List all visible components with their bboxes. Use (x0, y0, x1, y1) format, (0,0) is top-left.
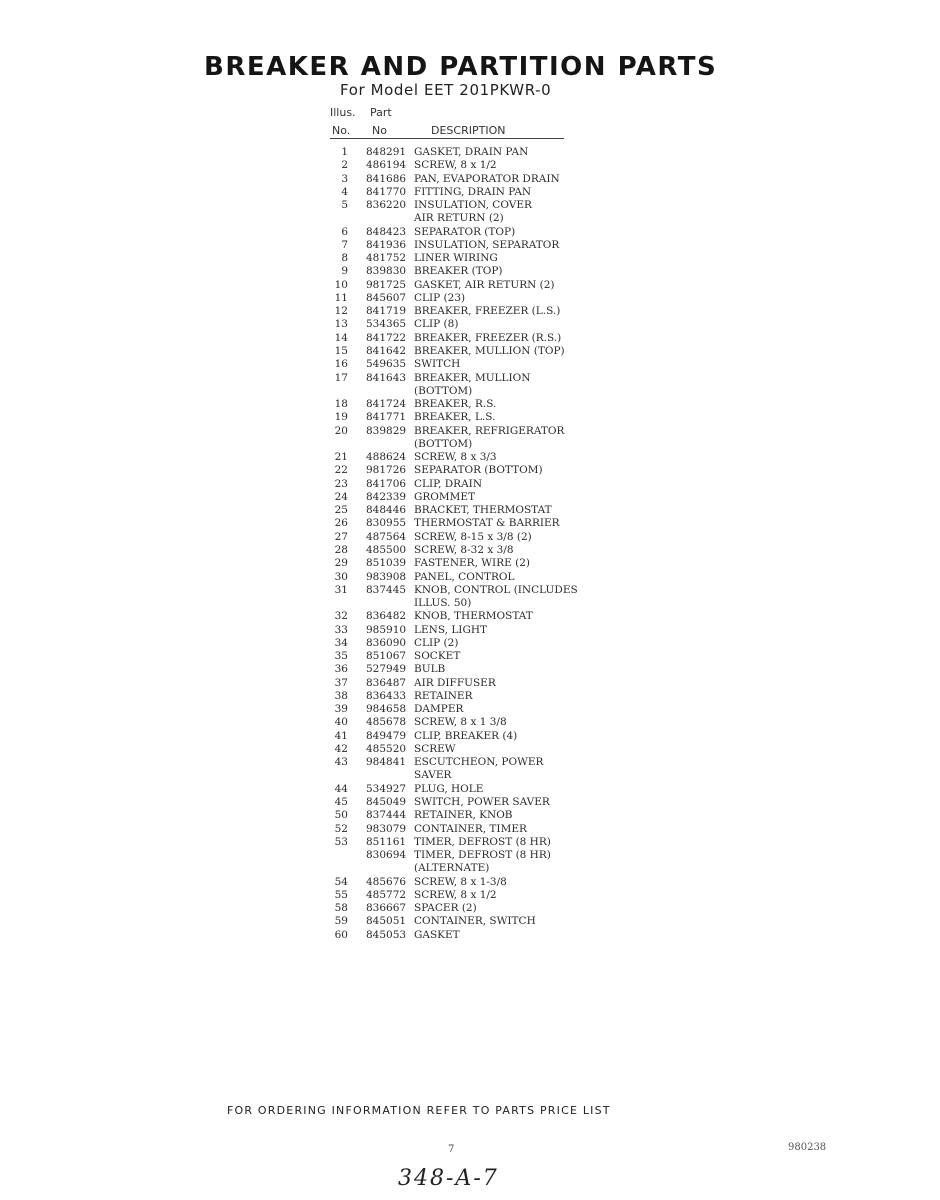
illus-number: 35 (334, 650, 348, 663)
parts-list (0, 146, 940, 942)
illus-number: 13 (334, 318, 348, 331)
table-row (0, 239, 940, 252)
part-number: 841642 (366, 344, 407, 357)
part-number: 851039 (366, 557, 407, 570)
part-number: 841771 (366, 411, 407, 424)
table-row (0, 703, 940, 716)
part-number: 845051 (366, 915, 407, 928)
part-description: GROMMET (414, 490, 476, 503)
part-number: 837445 (366, 583, 407, 596)
part-number: 845049 (366, 796, 407, 809)
table-row (0, 385, 940, 398)
table-row (0, 464, 940, 477)
part-description: SWITCH (414, 358, 461, 371)
part-number: 839829 (366, 424, 407, 437)
illus-number: 60 (334, 928, 348, 941)
illus-number: 2 (341, 159, 348, 172)
part-description: (BOTTOM) (414, 437, 473, 450)
part-description: INSULATION, SEPARATOR (414, 238, 560, 251)
table-row (0, 146, 940, 159)
model-subtitle: For Model EET 201PKWR-0 (340, 81, 552, 99)
table-row (0, 358, 940, 371)
table-row (0, 743, 940, 756)
part-description: BREAKER, L.S. (414, 411, 496, 424)
part-number: 985910 (366, 623, 407, 636)
part-description: LINER WIRING (414, 252, 498, 265)
part-description: AIR DIFFUSER (414, 676, 496, 689)
table-row (0, 584, 940, 597)
part-description: SCREW, 8-15 x 3/8 (2) (414, 530, 532, 543)
table-row (0, 637, 940, 650)
part-description: DAMPER (414, 703, 464, 716)
illus-number: 59 (334, 915, 348, 928)
table-row (0, 876, 940, 889)
part-number: 485772 (366, 888, 407, 901)
illus-number: 8 (341, 252, 348, 265)
table-row (0, 504, 940, 517)
table-row (0, 159, 940, 172)
part-number: 836220 (366, 199, 407, 212)
part-number: 981725 (366, 278, 407, 291)
illus-number: 34 (334, 636, 348, 649)
table-row (0, 849, 940, 862)
table-row (0, 769, 940, 782)
table-row (0, 292, 940, 305)
part-description: ILLUS. 50) (414, 597, 472, 610)
table-row (0, 624, 940, 637)
part-description: BREAKER, FREEZER (L.S.) (414, 305, 561, 318)
table-row (0, 862, 940, 875)
part-number: 848291 (366, 146, 407, 158)
part-description: SCREW, 8 x 1 3/8 (414, 716, 507, 729)
illus-number: 14 (334, 331, 348, 344)
part-description: KNOB, CONTROL (INCLUDES (414, 583, 578, 596)
table-row (0, 279, 940, 292)
table-row (0, 796, 940, 809)
part-number: 848446 (366, 504, 407, 517)
part-description: SOCKET (414, 650, 461, 663)
header-divider (330, 138, 564, 139)
illus-number: 30 (334, 570, 348, 583)
part-number: 841719 (366, 305, 407, 318)
part-description: FASTENER, WIRE (2) (414, 557, 530, 570)
part-number: 841724 (366, 398, 407, 411)
table-row (0, 531, 940, 544)
table-row (0, 345, 940, 358)
part-number: 984841 (366, 756, 407, 769)
table-row (0, 756, 940, 769)
illus-number: 44 (334, 782, 348, 795)
part-number: 485676 (366, 875, 407, 888)
part-number: 534927 (366, 782, 407, 795)
part-description: BREAKER, MULLION (TOP) (414, 344, 565, 357)
part-number: 837444 (366, 809, 407, 822)
part-number: 836667 (366, 902, 407, 915)
illus-number: 17 (334, 371, 348, 384)
part-description: CONTAINER, SWITCH (414, 915, 536, 928)
part-description: GASKET, DRAIN PAN (414, 146, 529, 158)
part-description: PANEL, CONTROL (414, 570, 515, 583)
part-description: CLIP (23) (414, 291, 466, 304)
ordering-footer: FOR ORDERING INFORMATION REFER TO PARTS PRICE LIST (227, 1104, 611, 1117)
table-row (0, 199, 940, 212)
table-row (0, 663, 940, 676)
header-illus: Illus. (330, 106, 356, 119)
part-number: 534365 (366, 318, 407, 331)
illus-number: 33 (334, 623, 348, 636)
illus-number: 40 (334, 716, 348, 729)
part-number: 841722 (366, 331, 407, 344)
part-description: SAVER (414, 769, 452, 782)
part-description: BREAKER, FREEZER (R.S.) (414, 331, 562, 344)
illus-number: 36 (334, 663, 348, 676)
illus-number: 37 (334, 676, 348, 689)
part-number: 486194 (366, 159, 407, 172)
part-number: 841936 (366, 238, 407, 251)
part-number: 839830 (366, 265, 407, 278)
part-description: RETAINER (414, 689, 473, 702)
part-description: SCREW, 8 x 1/2 (414, 159, 497, 172)
part-number: 485678 (366, 716, 407, 729)
illus-number: 18 (334, 398, 348, 411)
table-row (0, 610, 940, 623)
part-description: TIMER, DEFROST (8 HR) (414, 849, 551, 862)
illus-number: 27 (334, 530, 348, 543)
part-number: 983908 (366, 570, 407, 583)
illus-number: 15 (334, 344, 348, 357)
part-description: SEPARATOR (BOTTOM) (414, 464, 543, 477)
part-description: CLIP, DRAIN (414, 477, 483, 490)
part-description: SCREW, 8 x 3/3 (414, 451, 497, 464)
table-row (0, 478, 940, 491)
header-description: DESCRIPTION (431, 124, 506, 137)
part-description: LENS, LIGHT (414, 623, 487, 636)
part-description: (BOTTOM) (414, 384, 473, 397)
illus-number: 53 (334, 835, 348, 848)
table-row (0, 265, 940, 278)
part-description: SWITCH, POWER SAVER (414, 796, 550, 809)
illus-number: 32 (334, 610, 348, 623)
illus-number: 25 (334, 504, 348, 517)
part-description: BREAKER, R.S. (414, 398, 497, 411)
table-row (0, 411, 940, 424)
table-row (0, 491, 940, 504)
illus-number: 10 (334, 278, 348, 291)
part-number: 984658 (366, 703, 407, 716)
table-row (0, 451, 940, 464)
table-row (0, 438, 940, 451)
part-number: 481752 (366, 252, 407, 265)
illus-number: 16 (334, 358, 348, 371)
illus-number: 21 (334, 451, 348, 464)
table-row (0, 571, 940, 584)
part-description: TIMER, DEFROST (8 HR) (414, 835, 551, 848)
table-row (0, 889, 940, 902)
illus-number: 54 (334, 875, 348, 888)
part-number: 841706 (366, 477, 407, 490)
document-code: 980238 (788, 1142, 827, 1153)
part-description: (ALTERNATE) (414, 862, 490, 875)
table-row (0, 650, 940, 663)
part-description: BREAKER, MULLION (414, 371, 531, 384)
illus-number: 43 (334, 756, 348, 769)
illus-number: 26 (334, 517, 348, 530)
part-description: BREAKER, REFRIGERATOR (414, 424, 565, 437)
part-number: 845053 (366, 928, 407, 941)
table-row (0, 173, 940, 186)
illus-number: 29 (334, 557, 348, 570)
part-description: CLIP, BREAKER (4) (414, 729, 518, 742)
table-row (0, 425, 940, 438)
table-row (0, 398, 940, 411)
table-row (0, 226, 940, 239)
part-description: BULB (414, 663, 446, 676)
header-part: Part (370, 106, 392, 119)
table-row (0, 252, 940, 265)
part-description: AIR RETURN (2) (414, 212, 504, 225)
header-part-no: No (372, 124, 387, 137)
illus-number: 45 (334, 796, 348, 809)
illus-number: 38 (334, 689, 348, 702)
illus-number: 22 (334, 464, 348, 477)
table-row (0, 929, 940, 942)
illus-number: 9 (341, 265, 348, 278)
part-description: CLIP (2) (414, 636, 459, 649)
part-number: 842339 (366, 490, 407, 503)
illus-number: 50 (334, 809, 348, 822)
part-number: 830955 (366, 517, 407, 530)
part-description: BREAKER (TOP) (414, 265, 503, 278)
illus-number: 6 (341, 225, 348, 238)
table-row (0, 517, 940, 530)
part-description: BRACKET, THERMOSTAT (414, 504, 552, 517)
illus-number: 4 (341, 185, 348, 198)
illus-number: 24 (334, 490, 348, 503)
part-number: 841770 (366, 185, 407, 198)
part-description: GASKET (414, 928, 460, 941)
table-row (0, 332, 940, 345)
part-description: ESCUTCHEON, POWER (414, 756, 544, 769)
part-description: PLUG, HOLE (414, 782, 484, 795)
part-description: SPACER (2) (414, 902, 477, 915)
part-number: 485520 (366, 742, 407, 755)
part-description: RETAINER, KNOB (414, 809, 513, 822)
part-number: 485500 (366, 543, 407, 556)
part-number: 836482 (366, 610, 407, 623)
part-number: 549635 (366, 358, 407, 371)
part-description: SEPARATOR (TOP) (414, 225, 516, 238)
handwritten-code: 348-A-7 (398, 1166, 499, 1191)
table-row (0, 823, 940, 836)
part-number: 830694 (366, 849, 407, 862)
illus-number: 41 (334, 729, 348, 742)
part-number: 848423 (366, 225, 407, 238)
part-description: INSULATION, COVER (414, 199, 532, 212)
part-description: CLIP (8) (414, 318, 459, 331)
part-number: 849479 (366, 729, 407, 742)
table-row (0, 544, 940, 557)
part-number: 527949 (366, 663, 407, 676)
header-illus-no: No. (332, 124, 351, 137)
illus-number: 55 (334, 888, 348, 901)
table-row (0, 318, 940, 331)
illus-number: 39 (334, 703, 348, 716)
part-description: SCREW, 8 x 1/2 (414, 888, 497, 901)
table-row (0, 730, 940, 743)
table-row (0, 915, 940, 928)
illus-number: 5 (341, 199, 348, 212)
illus-number: 28 (334, 543, 348, 556)
illus-number: 3 (341, 172, 348, 185)
page-title: BREAKER AND PARTITION PARTS (204, 52, 718, 82)
part-description: SCREW (414, 742, 456, 755)
table-row (0, 557, 940, 570)
illus-number: 52 (334, 822, 348, 835)
part-number: 845607 (366, 291, 407, 304)
part-number: 983079 (366, 822, 407, 835)
table-row (0, 716, 940, 729)
part-number: 851161 (366, 835, 407, 848)
illus-number: 31 (334, 583, 348, 596)
table-row (0, 186, 940, 199)
illus-number: 42 (334, 742, 348, 755)
table-row (0, 783, 940, 796)
part-description: KNOB, THERMOSTAT (414, 610, 533, 623)
table-row (0, 836, 940, 849)
part-number: 841686 (366, 172, 407, 185)
table-row (0, 372, 940, 385)
part-number: 836433 (366, 689, 407, 702)
part-number: 836487 (366, 676, 407, 689)
part-description: GASKET, AIR RETURN (2) (414, 278, 555, 291)
illus-number: 19 (334, 411, 348, 424)
part-description: CONTAINER, TIMER (414, 822, 527, 835)
part-number: 841643 (366, 371, 407, 384)
part-description: SCREW, 8 x 1-3/8 (414, 875, 507, 888)
illus-number: 7 (341, 238, 348, 251)
table-row (0, 597, 940, 610)
table-row (0, 690, 940, 703)
part-description: THERMOSTAT & BARRIER (414, 517, 560, 530)
illus-number: 20 (334, 424, 348, 437)
part-description: PAN, EVAPORATOR DRAIN (414, 172, 560, 185)
illus-number: 11 (334, 291, 348, 304)
illus-number: 23 (334, 477, 348, 490)
part-number: 981726 (366, 464, 407, 477)
part-description: FITTING, DRAIN PAN (414, 185, 532, 198)
part-number: 851067 (366, 650, 407, 663)
table-row (0, 677, 940, 690)
table-row (0, 809, 940, 822)
illus-number: 1 (341, 146, 348, 158)
part-number: 487564 (366, 530, 407, 543)
page-number: 7 (448, 1144, 455, 1155)
illus-number: 12 (334, 305, 348, 318)
table-row (0, 902, 940, 915)
illus-number: 58 (334, 902, 348, 915)
part-number: 488624 (366, 451, 407, 464)
table-row (0, 212, 940, 225)
part-description: SCREW, 8-32 x 3/8 (414, 543, 514, 556)
table-row (0, 305, 940, 318)
part-number: 836090 (366, 636, 407, 649)
